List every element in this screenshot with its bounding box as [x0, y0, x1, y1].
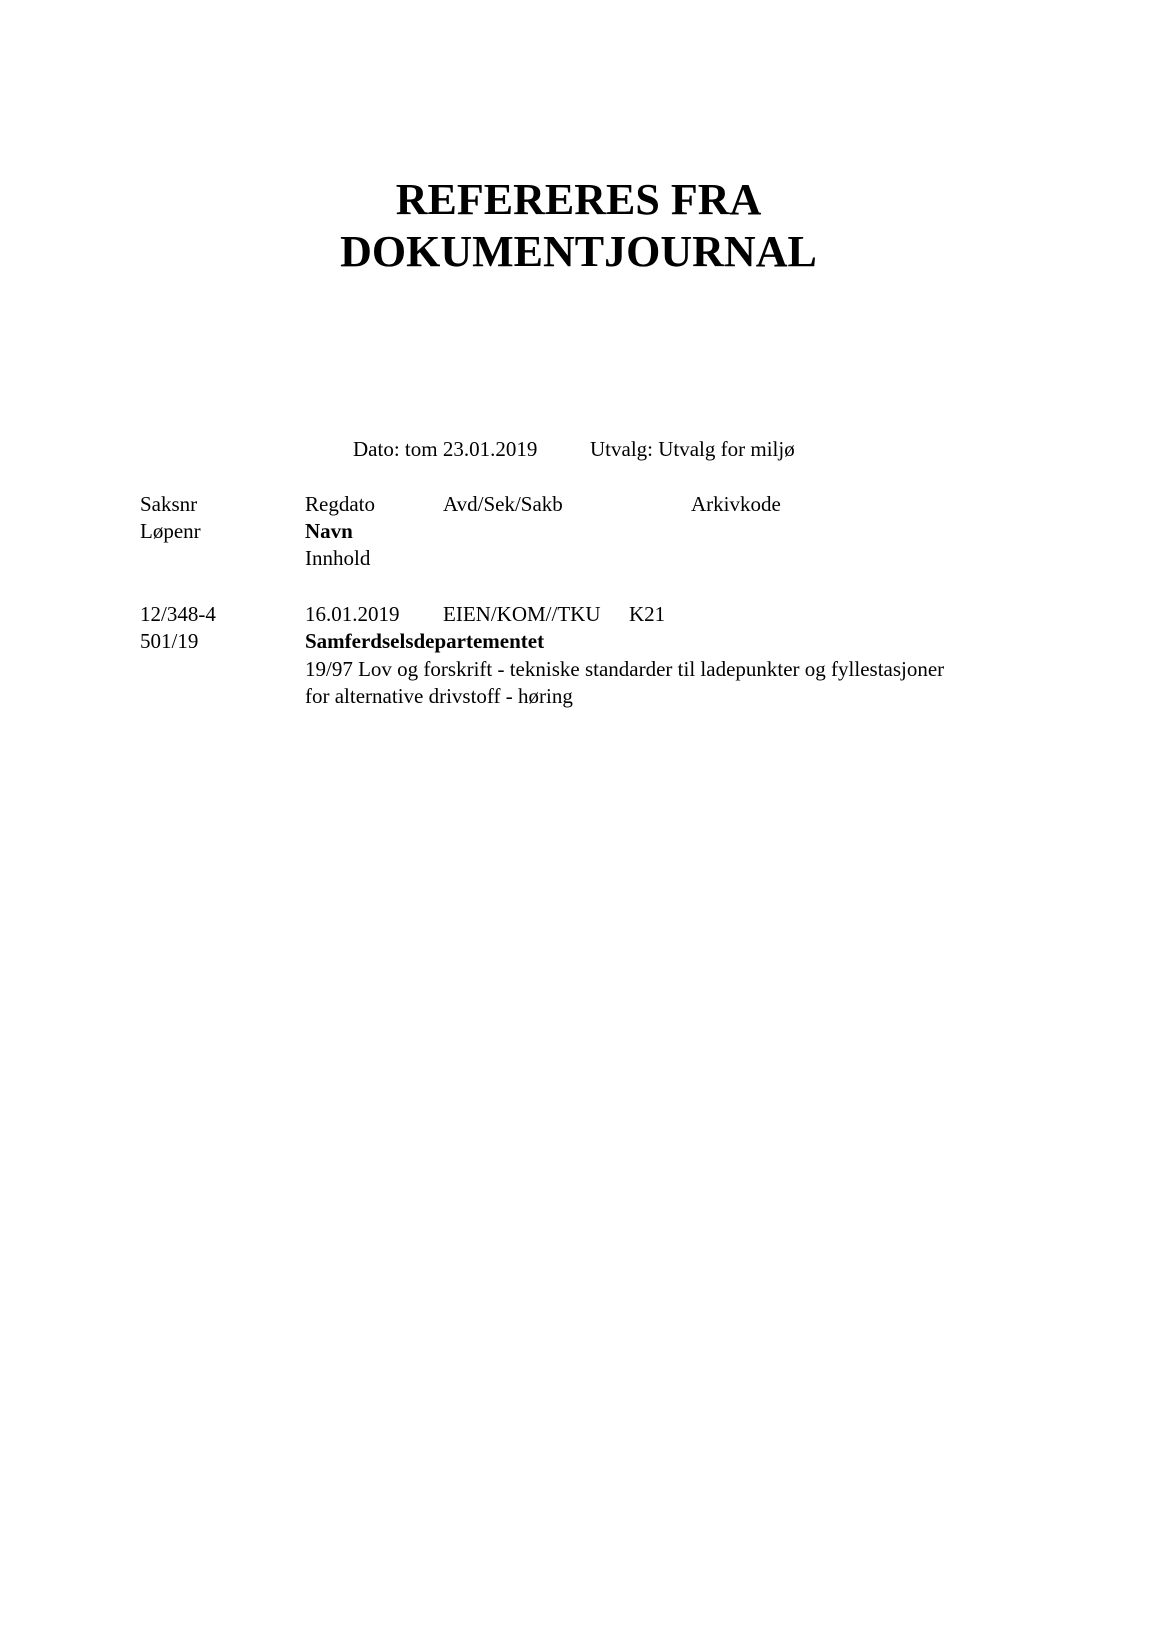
entry-arkivkode: K21 [629, 602, 666, 626]
entry-saksnr: 12/348-4 [140, 602, 216, 626]
entry-avd-sek-sakb: EIEN/KOM//TKU [443, 602, 601, 626]
header-innhold: Innhold [305, 546, 371, 570]
entry-innhold-line-1: 19/97 Lov og forskrift - tekniske standarder til ladepunkter og fyllestasjoner [305, 657, 945, 681]
entry-innhold-line-2: for alternative drivstoff - høring [305, 684, 573, 708]
entry-navn: Samferdselsdepartementet [305, 629, 545, 653]
page-title-line-2: DOKUMENTJOURNAL [340, 227, 817, 276]
filter-committee: Utvalg: Utvalg for miljø [590, 437, 795, 461]
header-saksnr: Saksnr [140, 492, 198, 516]
entry-lopenr: 501/19 [140, 629, 199, 653]
header-arkivkode: Arkivkode [691, 492, 781, 516]
header-lopenr: Løpenr [140, 519, 201, 543]
header-regdato: Regdato [305, 492, 375, 516]
header-navn: Navn [305, 519, 353, 543]
page-title-line-1: REFERERES FRA [395, 175, 762, 224]
entry-regdato: 16.01.2019 [305, 602, 400, 626]
filter-date: Dato: tom 23.01.2019 [353, 437, 538, 461]
header-avd-sek-sakb: Avd/Sek/Sakb [443, 492, 563, 516]
